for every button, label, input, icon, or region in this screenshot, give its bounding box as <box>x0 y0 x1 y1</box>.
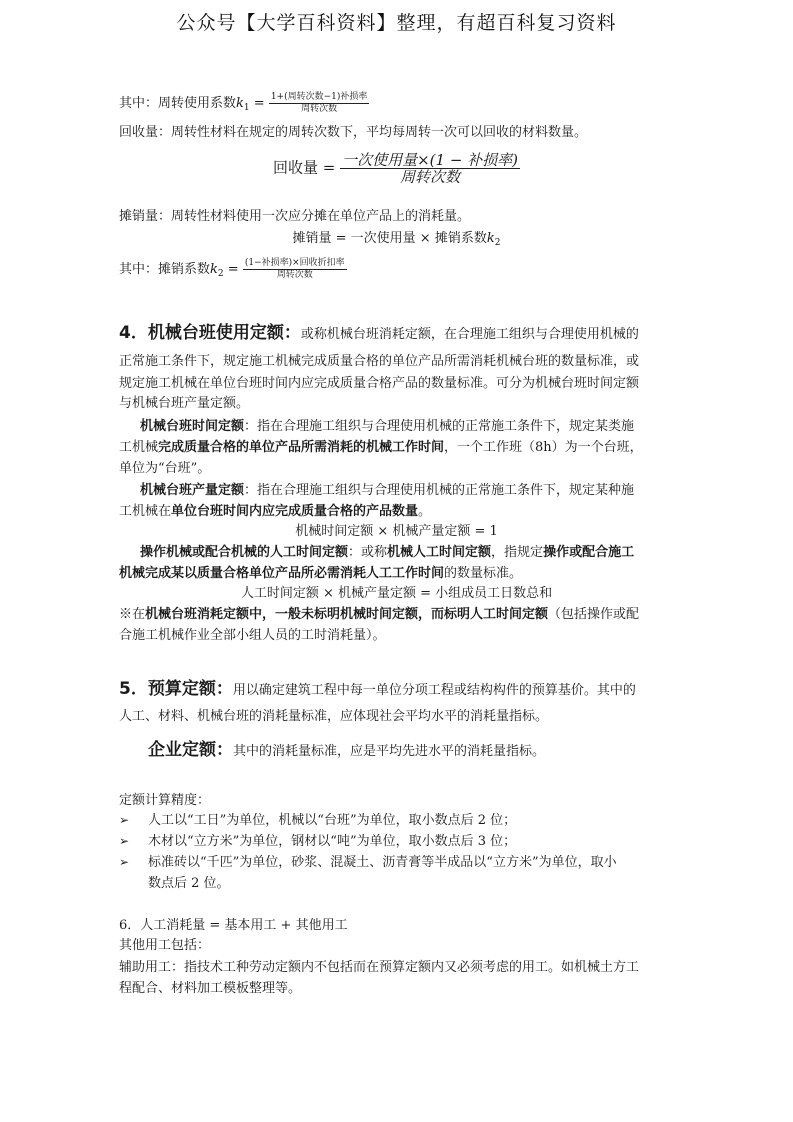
amortization-coefficient-formula: 其中：摊销系数$k_2$ = $\frac{\text{(1−补损率)×回收折扣率}}{\text{周转次数}}$ <box>119 258 345 280</box>
recovery-formula: 回收量 = $\frac{\text{一次使用量×(1 − 补损率)}}{\text{周转次数}}$ <box>272 151 519 186</box>
recovery-definition: 回收量：周转性材料在规定的周转次数下，平均每周转一次可以回收的材料数量。 <box>119 125 588 140</box>
amortization-formula: 摊销量 = 一次使用量 × 摊销系数$k_2$ <box>292 231 501 248</box>
labor-quota-formula: 人工时间定额 × 机械产量定额 = 小组成员工日数总和 <box>240 586 553 601</box>
section-4-heading: 4．机械台班使用定额：或称机械台班消耗定额，在合理施工组织与合理使用机械的 <box>119 323 639 343</box>
section-5-line: 人工、材料、机械台班的消耗量标准，应体现社会平均水平的消耗量指标。 <box>119 709 549 724</box>
machine-time-quota-para: 机械台班时间定额：指在合理施工组织与合理使用机械的正常施工条件下，规定某类施 <box>140 419 635 434</box>
fraction: $\frac{\text{一次使用量×(1 − 补损率)}}{\text{周转次数}}$ <box>342 151 519 186</box>
bullet-icon: ➢ <box>119 813 130 827</box>
precision-item: 木材以“立方米”为单位，钢材以“吨”为单位，取小数点后 3 位； <box>148 834 517 849</box>
auxiliary-labor-line: 程配合、材料加工模板整理等。 <box>119 981 302 996</box>
section-4-line: 正常施工条件下，规定施工机械完成质量合格的单位产品所需消耗机械台班的数量标准，或 <box>119 354 640 369</box>
amortization-definition: 摊销量：周转性材料使用一次应分摊在单位产品上的消耗量。 <box>119 209 471 224</box>
other-labor-title: 其他用工包括： <box>119 938 211 953</box>
machine-quota-formula: 机械时间定额 × 机械产量定额 = 1 <box>295 524 498 539</box>
bullet-icon: ➢ <box>119 855 130 869</box>
machine-time-quota-para: 单位为“台班”。 <box>119 461 211 476</box>
machine-time-quota-para: 工机械完成质量合格的单位产品所需消耗的机械工作时间，一个工作班（8h）为一个台班， <box>119 440 643 455</box>
auxiliary-labor-line: 辅助用工：指技术工种劳动定额内不包括而在预算定额内又必须考虑的用工。如机械土方工 <box>119 960 640 975</box>
precision-title: 定额计算精度： <box>119 793 211 808</box>
turnover-coefficient-formula: 其中：周转使用系数$k_1$ = $\frac{\text{1+(周转次数−1)补损率}}{\text{周转次数}}$ <box>119 92 368 114</box>
precision-item-cont: 数点后 2 位。 <box>148 876 230 891</box>
section-5-heading: 5．预算定额：用以确定建筑工程中每一单位分项工程或结构构件的预算基价。其中的 <box>119 679 636 699</box>
section-4-line: 规定施工机械在单位台班时间内应完成质量合格产品的数量标准。可分为机械台班时间定额 <box>119 376 640 391</box>
note-line: 合施工机械作业全部小组人员的工时消耗量）。 <box>119 628 386 643</box>
machine-output-quota-para: 工机械在单位台班时间内应完成质量合格的产品数量。 <box>119 504 432 519</box>
precision-item: 标准砖以“千匹”为单位，砂浆、混凝土、沥青膏等半成品以“立方米”为单位，取小 <box>148 855 617 870</box>
machine-output-quota-para: 机械台班产量定额：指在合理施工组织与合理使用机械的正常施工条件下，规定某种施 <box>140 483 635 498</box>
precision-item: 人工以“工日”为单位，机械以“台班”为单位，取小数点后 2 位； <box>148 813 517 828</box>
section-4-line: 与机械台班产量定额。 <box>119 396 250 411</box>
enterprise-quota-line: 企业定额：其中的消耗量标准，应是平均先进水平的消耗量指标。 <box>148 740 546 760</box>
fraction: $\frac{\text{(1−补损率)×回收折扣率}}{\text{周转次数}}$ <box>244 258 345 280</box>
page-header: 公众号【大学百科资料】整理，有超百科复习资料 <box>176 12 617 34</box>
labor-consumption-formula: 6．人工消耗量 = 基本用工 + 其他用工 <box>119 918 348 933</box>
fraction: $\frac{\text{1+(周转次数−1)补损率}}{\text{周转次数}}$ <box>270 92 368 114</box>
labor-time-quota-para: 机械完成某以质量合格单位产品所必需消耗人工工作时间的数量标准。 <box>119 566 523 581</box>
note-line: ※在机械台班消耗定额中，一般未标明机械时间定额，而标明人工时间定额（包括操作或配 <box>119 607 640 622</box>
bullet-icon: ➢ <box>119 834 130 848</box>
labor-time-quota-para: 操作机械或配合机械的人工时间定额：或称机械人工时间定额，指规定操作或配合施工 <box>140 545 635 560</box>
